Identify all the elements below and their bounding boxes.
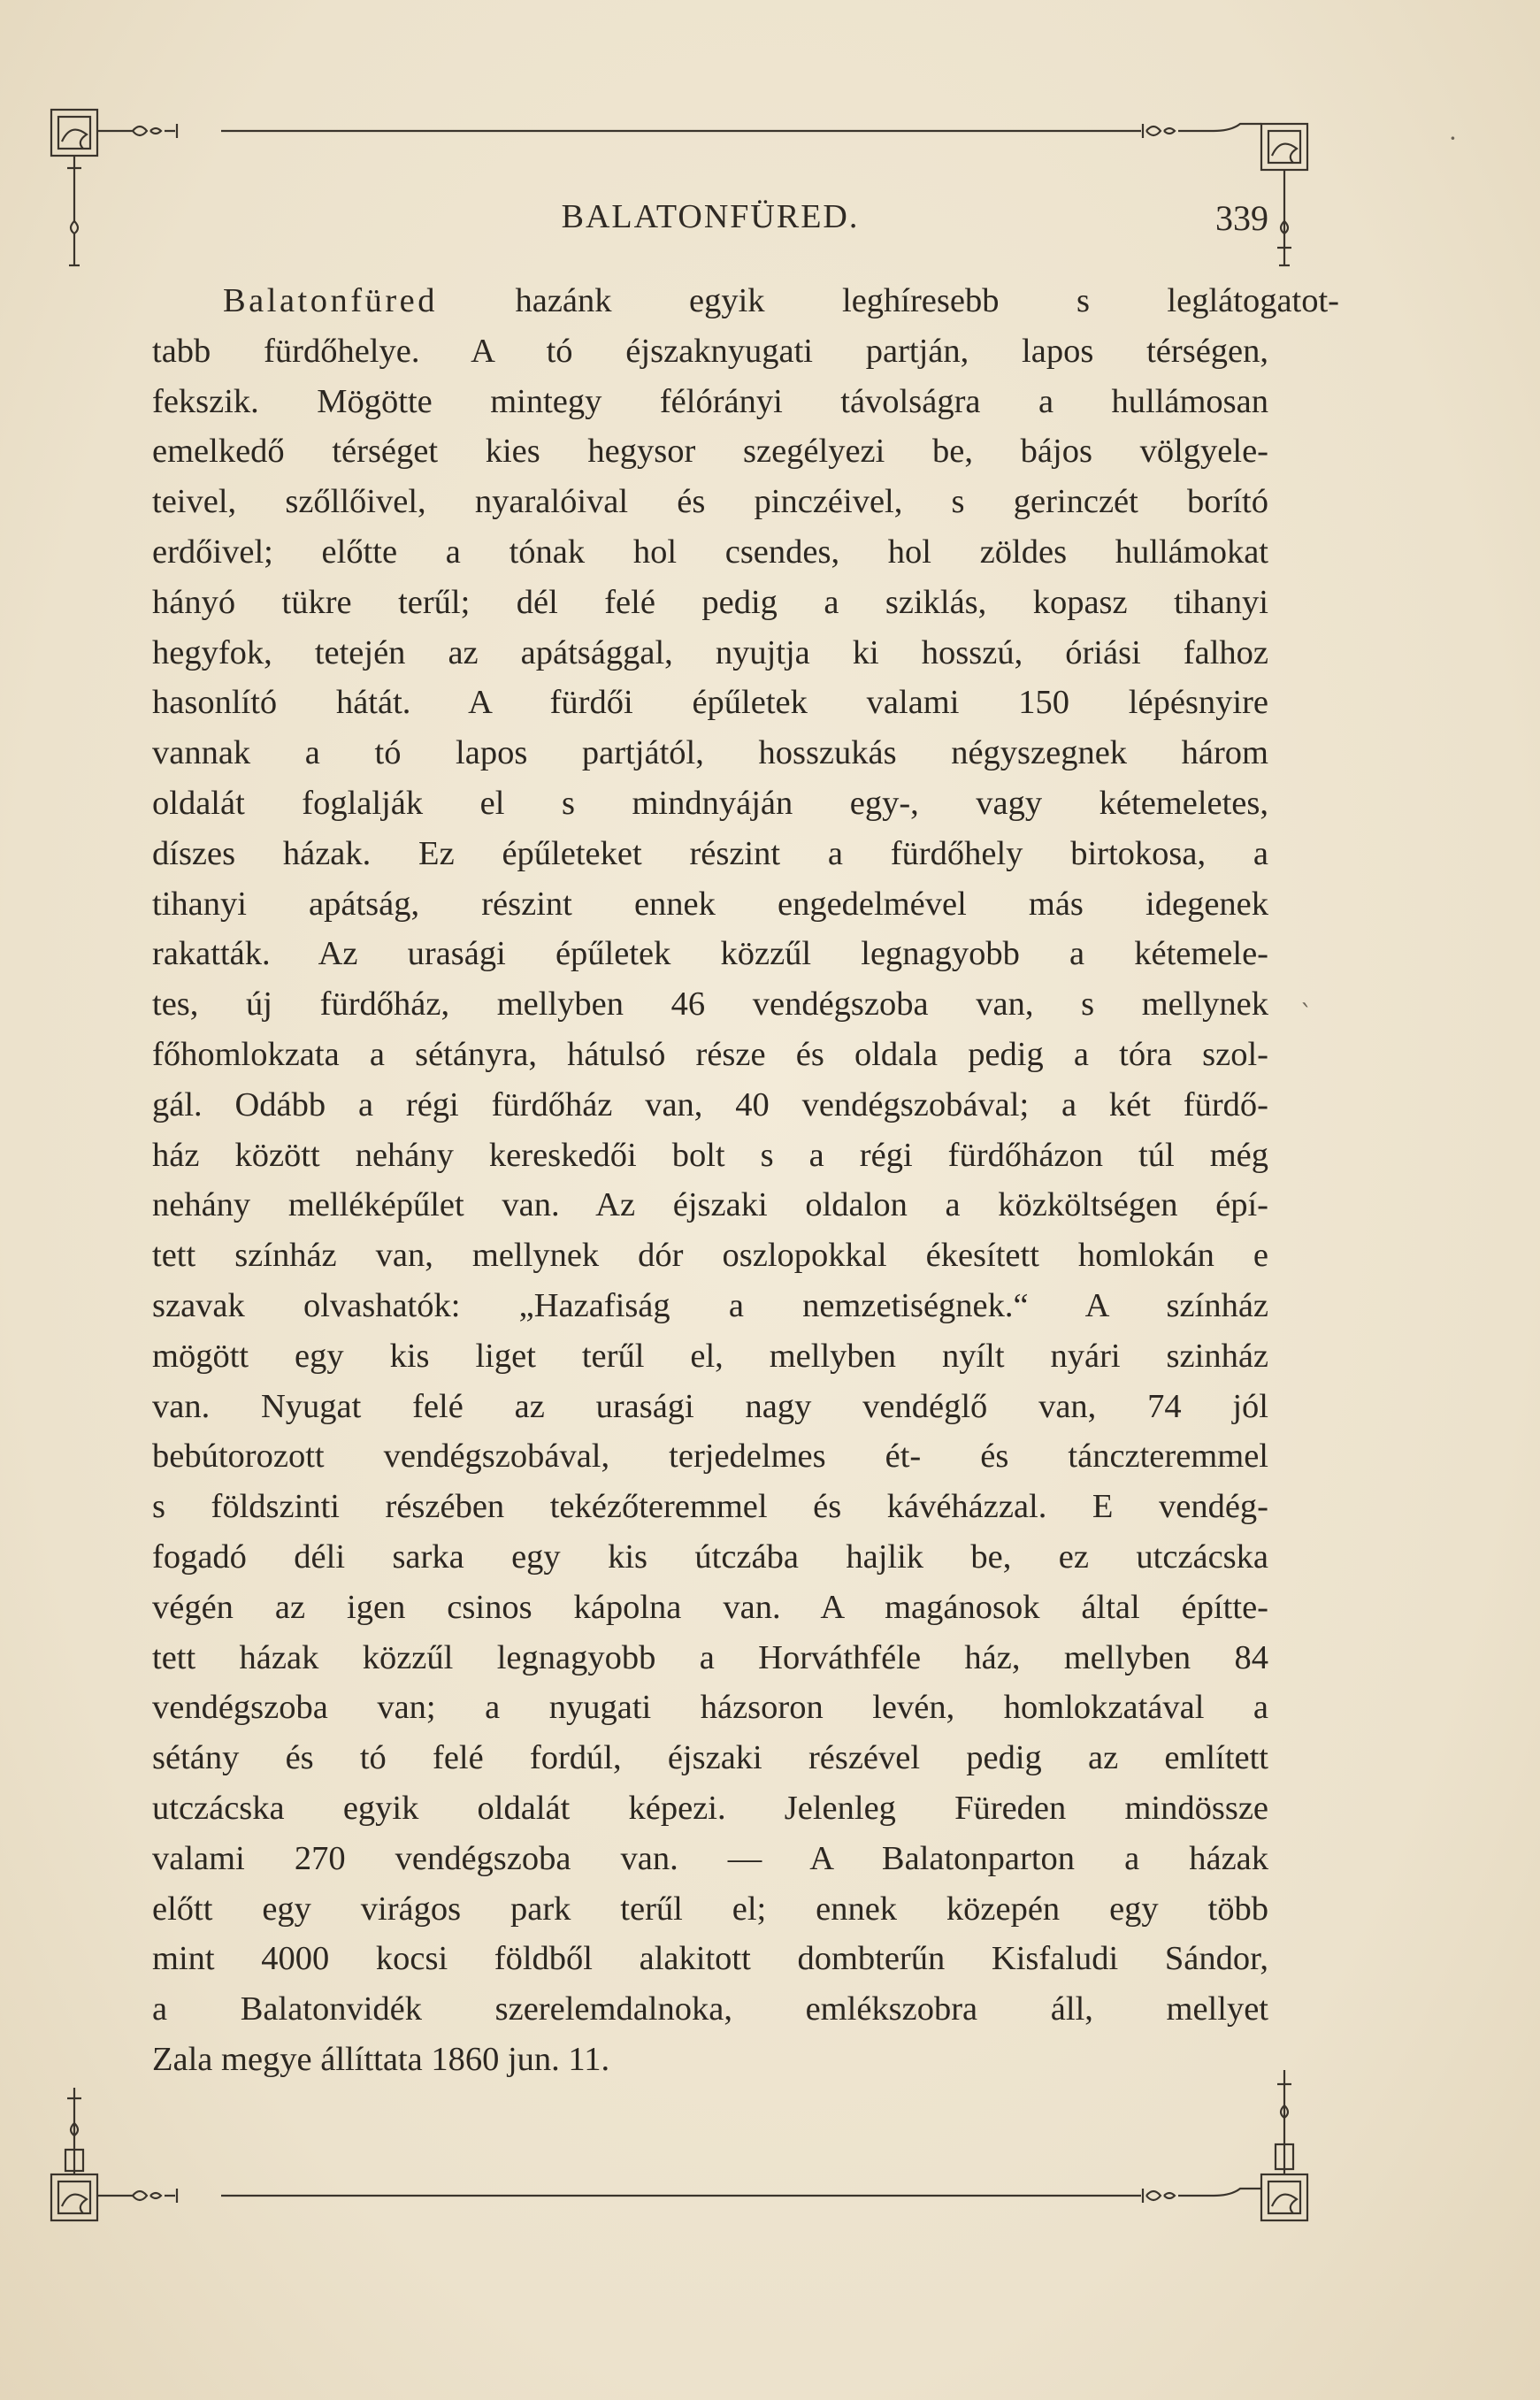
body-line: gál. Odább a régi fürdőház van, 40 vendégszobával; a két fürdő-	[152, 1085, 1268, 1123]
body-line-text: hazánk egyik leghíresebb s leglátogatot-	[437, 282, 1339, 319]
body-line: fogadó déli sarka egy kis útczába hajlik be, ez utczácska	[152, 1537, 1268, 1576]
body-line: tes, új fürdőház, mellyben 46 vendégszoba van, s mellynek	[152, 985, 1268, 1024]
body-line: előtt egy virágos park terűl el; ennek közepén egy több	[152, 1890, 1268, 1928]
body-line: hegyfok, tetején az apátsággal, nyujtja ki hosszú, óriási falhoz	[152, 633, 1268, 671]
body-text	[152, 276, 1339, 2085]
body-line: tett színház van, mellynek dór oszlopokkal ékesített homlokán e	[152, 1237, 1268, 1275]
margin-speck: ·	[1449, 124, 1457, 153]
margin-speck: ˋ	[1300, 1000, 1313, 1029]
body-line: főhomlokzata a sétányra, hátulsó része és oldala pedig a tóra szol-	[152, 1035, 1268, 1073]
body-line: hasonlító hátát. A fürdői épűletek valami 150 lépésnyire	[152, 684, 1268, 722]
body-line: s földszinti részében tekézőteremmel és kávéházzal. E vendég-	[152, 1488, 1268, 1526]
body-line: vendégszoba van; a nyugati házsoron levén, homlokzatával a	[152, 1689, 1268, 1727]
body-line: szavak olvashatók: „Hazafiság a nemzetiségnek.“ A színház	[152, 1286, 1268, 1324]
corner-ornament-bottom-right	[1123, 2070, 1307, 2220]
running-title: BALATONFÜRED.	[561, 198, 860, 235]
page-number: 339	[1215, 198, 1268, 238]
body-line: valami 270 vendégszoba van. — A Balatonparton a házak	[152, 1839, 1268, 1877]
body-line: tabb fürdőhelye. A tó éjszaknyugati partján, lapos térségen,	[152, 332, 1268, 370]
body-line: Zala megye állíttata 1860 jun. 11.	[152, 2040, 610, 2078]
body-line: bebútorozott vendégszobával, terjedelmes ét- és tánczteremmel	[152, 1438, 1268, 1476]
body-line: a Balatonvidék szerelemdalnoka, emlékszobra áll, mellyet	[152, 1990, 1268, 2028]
running-header	[152, 197, 1268, 250]
body-line	[152, 276, 1339, 326]
body-line: mint 4000 kocsi földből alakitott dombterűn Kisfaludi Sándor,	[152, 1940, 1268, 1978]
body-line: végén az igen csinos kápolna van. A magánosok által építte-	[152, 1588, 1268, 1626]
body-line: rakatták. Az urasági épűletek közzűl legnagyobb a kétemele-	[152, 935, 1268, 973]
corner-ornament-bottom-left	[51, 2088, 177, 2220]
body-line: hányó tükre terűl; dél felé pedig a sziklás, kopasz tihanyi	[152, 583, 1268, 621]
body-line: sétány és tó felé fordúl, éjszaki részével pedig az említett	[152, 1739, 1268, 1777]
body-line: fekszik. Mögötte mintegy félórányi távolságra a hullámosan	[152, 382, 1268, 420]
body-line: oldalát foglalják el s mindnyáján egy-, vagy kétemeletes,	[152, 784, 1268, 822]
body-line: van. Nyugat felé az urasági nagy vendéglő van, 74 jól	[152, 1387, 1268, 1425]
lead-word: Balatonfüred	[223, 282, 438, 319]
body-line: nehány melléképűlet van. Az éjszaki oldalon a közköltségen épí-	[152, 1186, 1268, 1224]
body-line: mögött egy kis liget terűl el, mellyben nyílt nyári szinház	[152, 1337, 1268, 1375]
body-line: teivel, szőllőivel, nyaralóival és pinczéivel, s gerinczét borító	[152, 483, 1268, 521]
body-line: utczácska egyik oldalát képezi. Jelenleg Füreden mindössze	[152, 1789, 1268, 1827]
body-line: vannak a tó lapos partjától, hosszukás négyszegnek három	[152, 734, 1268, 772]
body-line: ház között nehány kereskedői bolt s a régi fürdőházon túl még	[152, 1136, 1268, 1174]
body-line: erdőivel; előtte a tónak hol csendes, hol zöldes hullámokat	[152, 533, 1268, 571]
body-line: emelkedő térséget kies hegysor szegélyezi be, bájos völgyele-	[152, 433, 1268, 471]
body-line: tett házak közzűl legnagyobb a Horváthféle ház, mellyben 84	[152, 1638, 1268, 1676]
body-line: díszes házak. Ez épűleteket részint a fürdőhely birtokosa, a	[152, 834, 1268, 872]
body-line: tihanyi apátság, részint ennek engedelmével más idegenek	[152, 885, 1268, 923]
